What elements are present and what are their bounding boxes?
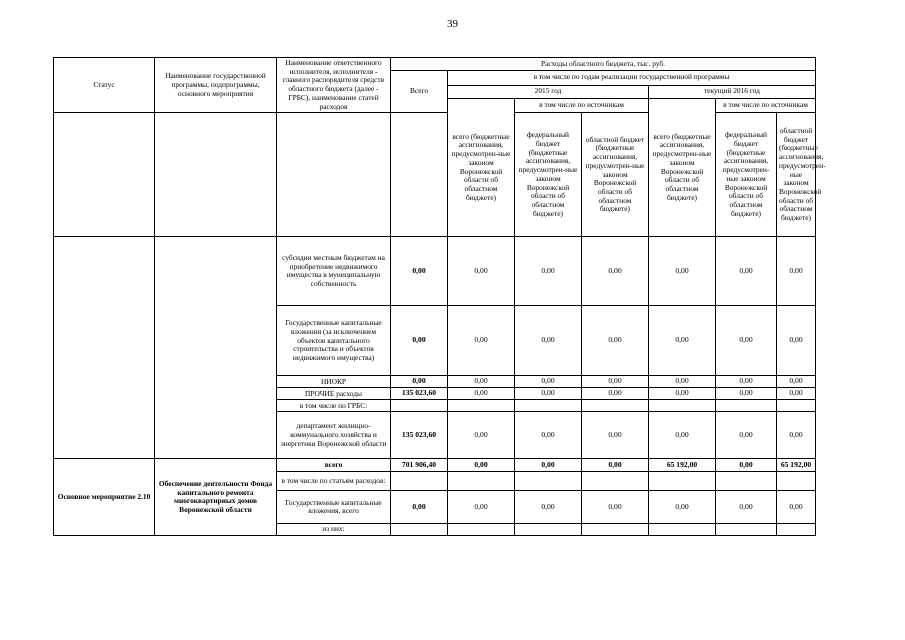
value-all-2015: 0,00 bbox=[448, 376, 515, 388]
budget-table bbox=[53, 57, 826, 536]
row-label: НИОКР bbox=[277, 376, 391, 388]
value-federal-2015: 0,00 bbox=[515, 376, 582, 388]
value-federal-2016: 0,00 bbox=[716, 412, 777, 459]
value-all-2016: 0,00 bbox=[649, 388, 716, 400]
empty-cell bbox=[515, 472, 582, 491]
header-by-sources-2015: в том числе по источникам bbox=[515, 98, 649, 113]
header-regional-2016: областной бюджет (бюджетные ассигнования, предусмотрен-ные законом Воронежской области об областном бюджете) bbox=[777, 113, 816, 237]
empty-cell bbox=[391, 524, 448, 536]
header-executor: Наименование ответственного исполнителя, исполнителя - главного распорядителя средств областного бюджета (далее - ГРБС), наименование статей расходов bbox=[277, 58, 391, 113]
value-federal-2015: 0,00 bbox=[515, 306, 582, 376]
empty-cell bbox=[582, 400, 649, 412]
empty-cell bbox=[448, 400, 515, 412]
empty-cell bbox=[777, 472, 816, 491]
row-label: в том числе по статьям расходов: bbox=[277, 472, 391, 491]
value-regional-2016: 0,00 bbox=[777, 237, 816, 306]
value-federal-2015: 0,00 bbox=[515, 412, 582, 459]
value-federal-2016: 0,00 bbox=[716, 376, 777, 388]
empty-cell bbox=[448, 524, 515, 536]
value-all-2016: 0,00 bbox=[649, 491, 716, 524]
header-total: Всего bbox=[391, 71, 448, 113]
row-label: субсидии местным бюджетам на приобретение недвижимого имущества в муниципальную собственность bbox=[277, 237, 391, 306]
empty-cell bbox=[716, 400, 777, 412]
value-federal-2015: 0,00 bbox=[515, 237, 582, 306]
value-federal-2016: 0,00 bbox=[716, 388, 777, 400]
value-total: 701 906,40 bbox=[391, 459, 448, 472]
header-federal-2015: федеральный бюджет (бюджетные ассигнования, предусмотрен-ные законом Воронежской области об областном бюджете) bbox=[515, 113, 582, 237]
value-all-2015: 0,00 bbox=[448, 306, 515, 376]
value-all-2015: 0,00 bbox=[448, 491, 515, 524]
row-label: департамент жилищно-коммунального хозяйства и энергетики Воронежской области bbox=[277, 412, 391, 459]
event-name: Обеспечение деятельности Фонда капитального ремонта многоквартирных домов Воронежской области bbox=[155, 459, 277, 536]
status-cell bbox=[54, 237, 155, 459]
header-status-cont bbox=[54, 113, 155, 237]
value-federal-2016: 0,00 bbox=[716, 306, 777, 376]
value-regional-2015: 0,00 bbox=[582, 412, 649, 459]
header-status: Статус bbox=[54, 58, 155, 113]
value-federal-2015: 0,00 bbox=[515, 459, 582, 472]
header-expenses-title: Расходы областного бюджета, тыс. руб. bbox=[391, 58, 816, 71]
empty-cell bbox=[649, 400, 716, 412]
value-regional-2015: 0,00 bbox=[582, 237, 649, 306]
value-regional-2016: 0,00 bbox=[777, 412, 816, 459]
value-all-2016: 0,00 bbox=[649, 376, 716, 388]
event-status: Основное мероприятие 2.10 bbox=[54, 459, 155, 536]
empty-cell bbox=[716, 472, 777, 491]
page-number: 39 bbox=[447, 18, 458, 30]
header-program-name: Наименование государственной программы, подпрограммы, основного мероприятия bbox=[155, 58, 277, 113]
empty-cell bbox=[515, 524, 582, 536]
empty-cell bbox=[515, 400, 582, 412]
value-regional-2016: 0,00 bbox=[777, 306, 816, 376]
value-federal-2016: 0,00 bbox=[716, 491, 777, 524]
value-regional-2015: 0,00 bbox=[582, 388, 649, 400]
value-regional-2016: 0,00 bbox=[777, 491, 816, 524]
value-regional-2015: 0,00 bbox=[582, 459, 649, 472]
table-row bbox=[54, 237, 816, 306]
header-federal-2016: федеральный бюджет (бюджетные ассигнования, предусмотрен-ные законом Воронежской области об областном бюджете) bbox=[716, 113, 777, 237]
value-all-2016: 0,00 bbox=[649, 306, 716, 376]
value-total: 0,00 bbox=[391, 237, 448, 306]
value-regional-2016: 0,00 bbox=[777, 388, 816, 400]
value-total: 0,00 bbox=[391, 306, 448, 376]
empty-cell bbox=[777, 524, 816, 536]
table-row bbox=[54, 459, 816, 472]
value-all-2015: 0,00 bbox=[448, 388, 515, 400]
value-regional-2015: 0,00 bbox=[582, 376, 649, 388]
value-all-2015: 0,00 bbox=[448, 237, 515, 306]
header-executor-cont bbox=[277, 113, 391, 237]
header-year-2016: текущий 2016 год bbox=[649, 85, 816, 98]
header-year-2015: 2015 год bbox=[448, 85, 649, 98]
row-label: всего bbox=[277, 459, 391, 472]
value-regional-2016: 0,00 bbox=[777, 376, 816, 388]
row-label: Государственные капитальные вложения, всего bbox=[277, 491, 391, 524]
empty-cell bbox=[649, 524, 716, 536]
value-all-2015: 0,00 bbox=[448, 459, 515, 472]
empty-cell bbox=[391, 400, 448, 412]
value-total: 0,00 bbox=[391, 491, 448, 524]
program-cell bbox=[155, 237, 277, 459]
value-federal-2015: 0,00 bbox=[515, 491, 582, 524]
value-regional-2015: 0,00 bbox=[582, 306, 649, 376]
value-total: 0,00 bbox=[391, 376, 448, 388]
value-federal-2016: 0,00 bbox=[716, 459, 777, 472]
value-federal-2015: 0,00 bbox=[515, 388, 582, 400]
empty-cell bbox=[582, 472, 649, 491]
value-all-2016: 0,00 bbox=[649, 412, 716, 459]
value-all-2015: 0,00 bbox=[448, 412, 515, 459]
row-label: Государственные капитальные вложения (за исключением объектов капитального строительства и объектов недвижимого имущества) bbox=[277, 306, 391, 376]
header-program-cont bbox=[155, 113, 277, 237]
row-label: ПРОЧИЕ расходы bbox=[277, 388, 391, 400]
empty-cell bbox=[582, 524, 649, 536]
value-total: 135 023,60 bbox=[391, 412, 448, 459]
value-all-2016: 65 192,00 bbox=[649, 459, 716, 472]
header-all-2015: всего (бюджетные ассигнования, предусмотрен-ные законом Воронежской области об областном бюджете) bbox=[448, 98, 515, 237]
header-by-sources-2016: в том числе по источникам bbox=[716, 98, 816, 113]
value-regional-2015: 0,00 bbox=[582, 491, 649, 524]
value-all-2016: 0,00 bbox=[649, 237, 716, 306]
row-label: из них: bbox=[277, 524, 391, 536]
header-by-years: в том числе по годам реализации государственной программы bbox=[448, 71, 816, 86]
empty-cell bbox=[649, 472, 716, 491]
value-total: 135 023,60 bbox=[391, 388, 448, 400]
empty-cell bbox=[777, 400, 816, 412]
empty-cell bbox=[448, 472, 515, 491]
empty-cell bbox=[391, 472, 448, 491]
header-all-2016: всего (бюджетные ассигнования, предусмотрен-ные законом Воронежской области об областном бюджете) bbox=[649, 98, 716, 237]
value-federal-2016: 0,00 bbox=[716, 237, 777, 306]
header-regional-2015: областной бюджет (бюджетные ассигнования, предусмотрен-ные законом Воронежской области об областном бюджете) bbox=[582, 113, 649, 237]
value-regional-2016: 65 192,00 bbox=[777, 459, 816, 472]
header-total-cont bbox=[391, 113, 448, 237]
row-label: в том числе по ГРБС: bbox=[277, 400, 391, 412]
empty-cell bbox=[716, 524, 777, 536]
